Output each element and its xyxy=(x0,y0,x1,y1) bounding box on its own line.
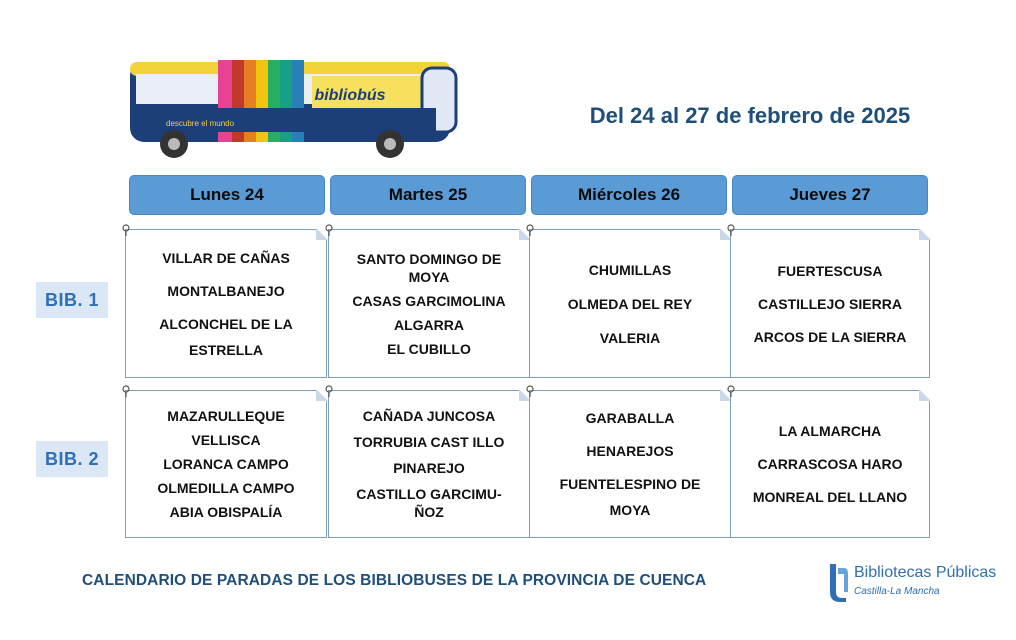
schedule-card-bib1-tuesday xyxy=(328,229,530,378)
schedule-card-bib2-thursday xyxy=(730,390,930,538)
bibliobus-illustration xyxy=(122,54,466,162)
stop-name: CASTILLO GARCIMU- xyxy=(356,486,502,502)
footer-title: CALENDARIO DE PARADAS DE LOS BIBLIOBUSES DE LA PROVINCIA DE CUENCA xyxy=(82,572,707,589)
stop-name: MAZARULLEQUE xyxy=(167,408,285,424)
logo-name: Bibliotecas Públicas xyxy=(854,564,997,581)
stop-name: LORANCA CAMPO xyxy=(163,456,289,472)
schedule-card-bib1-monday xyxy=(125,229,327,378)
stop-name: ALCONCHEL DE LA xyxy=(159,315,293,332)
stop-name: PINAREJO xyxy=(393,460,465,476)
day-header-thursday: Jueves 27 xyxy=(732,175,928,215)
stop-name: FUENTELESPINO DE xyxy=(559,476,701,492)
day-header-tuesday: Martes 25 xyxy=(330,175,526,215)
stop-name: ABIA OBISPALÍA xyxy=(169,504,283,520)
stop-name: MONTALBANEJO xyxy=(167,282,285,299)
schedule-card-bib1-thursday xyxy=(730,229,930,378)
bus-brand-text: bibliobús xyxy=(314,87,386,104)
stop-name: CHUMILLAS xyxy=(588,261,672,278)
stop-name: CASTILLEJO SIERRA xyxy=(758,295,902,312)
stop-name: CASAS GARCIMOLINA xyxy=(352,293,506,309)
stop-name: ESTRELLA xyxy=(189,341,263,358)
stop-name: CARRASCOSA HARO xyxy=(757,456,903,472)
stop-name: VILLAR DE CAÑAS xyxy=(162,249,290,266)
stop-name: VALERIA xyxy=(599,329,661,346)
stop-name: MOYA xyxy=(408,269,450,285)
stop-name: SANTO DOMINGO DE xyxy=(356,251,502,267)
row-label-bib-2: BIB. 2 xyxy=(36,441,108,477)
stop-name: MOYA xyxy=(609,502,651,518)
stop-name: VELLISCA xyxy=(191,432,261,448)
schedule-card-bib2-tuesday xyxy=(328,390,530,538)
day-header-monday: Lunes 24 xyxy=(129,175,325,215)
stop-name: CAÑADA JUNCOSA xyxy=(362,408,496,424)
stop-name: ARCOS DE LA SIERRA xyxy=(753,328,907,345)
bibliotecas-logo xyxy=(822,562,997,606)
stop-name: HENAREJOS xyxy=(586,443,674,459)
date-range-title: Del 24 al 27 de febrero de 2025 xyxy=(589,103,911,128)
day-header-wednesday: Miércoles 26 xyxy=(531,175,727,215)
library-logo-icon xyxy=(824,562,850,604)
stop-name: LA ALMARCHA xyxy=(778,423,882,439)
stop-name: GARABALLA xyxy=(585,410,675,426)
schedule-card-bib1-wednesday xyxy=(529,229,731,378)
logo-subtitle: Castilla-La Mancha xyxy=(854,586,940,597)
schedule-card-bib2-wednesday xyxy=(529,390,731,538)
stop-name: FUERTESCUSA xyxy=(777,262,883,279)
stop-name: ALGARRA xyxy=(394,317,464,333)
stop-name: TORRUBIA CAST ILLO xyxy=(353,434,505,450)
stop-name: OLMEDA DEL REY xyxy=(567,295,693,312)
row-label-bib-1: BIB. 1 xyxy=(36,282,108,318)
stop-name: MONREAL DEL LLANO xyxy=(752,489,908,505)
bus-slogan-text: descubre el mundo xyxy=(166,119,235,128)
stop-name: OLMEDILLA CAMPO xyxy=(157,480,295,496)
stop-name: EL CUBILLO xyxy=(387,341,471,357)
stop-name: ÑOZ xyxy=(414,504,444,520)
schedule-card-bib2-monday xyxy=(125,390,327,538)
